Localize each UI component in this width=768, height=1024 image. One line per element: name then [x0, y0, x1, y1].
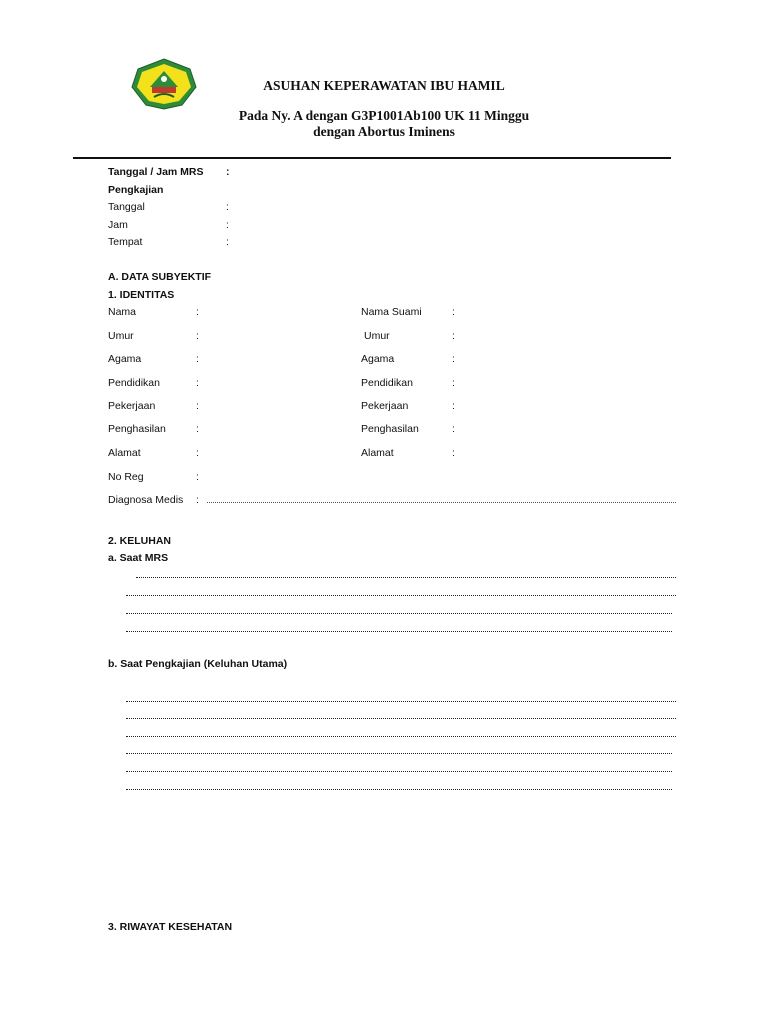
penghasilan-label: Penghasilan — [108, 423, 166, 435]
diagnosa-fill-line[interactable] — [207, 502, 676, 503]
alamat-suami-label: Alamat — [361, 447, 394, 459]
data-subyektif-heading: A. DATA SUBYEKTIF — [108, 271, 212, 283]
colon: : — [196, 330, 199, 342]
colon: : — [226, 236, 229, 248]
riwayat-kesehatan-heading: 3. RIWAYAT KESEHATAN — [108, 921, 233, 933]
keluhan-utama-line[interactable] — [126, 771, 672, 772]
colon: : — [452, 353, 455, 365]
agama-label: Agama — [108, 353, 142, 365]
keluhan-utama-line[interactable] — [126, 736, 676, 737]
tanggal-label: Tanggal — [108, 201, 145, 213]
colon: : — [452, 400, 455, 412]
colon: : — [196, 494, 199, 506]
umur-label: Umur — [108, 330, 134, 342]
saat-mrs-line[interactable] — [126, 613, 672, 614]
saat-mrs-line[interactable] — [136, 577, 676, 578]
colon: : — [226, 219, 229, 231]
header-divider — [73, 157, 671, 159]
saat-mrs-line[interactable] — [126, 631, 672, 632]
nama-label: Nama — [108, 306, 137, 318]
agama-suami-label: Agama — [361, 353, 395, 365]
pendidikan-suami-label: Pendidikan — [361, 377, 413, 389]
colon: : — [226, 201, 229, 213]
saat-pengkajian-label: b. Saat Pengkajian (Keluhan Utama) — [108, 658, 288, 670]
keluhan-utama-line[interactable] — [126, 718, 676, 719]
colon: : — [196, 377, 199, 389]
document-title: ASUHAN KEPERAWATAN IBU HAMIL — [263, 78, 505, 93]
saat-mrs-line[interactable] — [126, 595, 676, 596]
colon: : — [452, 330, 455, 342]
pengkajian-heading: Pengkajian — [108, 184, 164, 196]
colon: : — [452, 377, 455, 389]
keluhan-utama-line[interactable] — [126, 753, 672, 754]
penghasilan-suami-label: Penghasilan — [361, 423, 419, 435]
colon: : — [196, 400, 199, 412]
colon: : — [452, 423, 455, 435]
colon: : — [196, 447, 199, 459]
alamat-label: Alamat — [108, 447, 141, 459]
colon: : — [196, 471, 199, 483]
document-subtitle-line1: Pada Ny. A dengan G3P1001Ab100 UK 11 Minggu — [238, 108, 530, 123]
pekerjaan-label: Pekerjaan — [108, 400, 156, 412]
saat-mrs-label: a. Saat MRS — [108, 552, 169, 564]
colon: : — [196, 423, 199, 435]
keluhan-utama-line[interactable] — [126, 701, 676, 702]
no-reg-label: No Reg — [108, 471, 144, 483]
colon: : — [452, 306, 455, 318]
colon: : — [196, 306, 199, 318]
identitas-heading: 1. IDENTITAS — [108, 289, 175, 301]
document-subtitle-line2: dengan Abortus Iminens — [313, 124, 455, 139]
pendidikan-label: Pendidikan — [108, 377, 160, 389]
diagnosa-medis-label: Diagnosa Medis — [108, 494, 184, 506]
tempat-label: Tempat — [108, 236, 143, 248]
pekerjaan-suami-label: Pekerjaan — [361, 400, 409, 412]
tanggal-jam-mrs-label: Tanggal / Jam MRS — [108, 166, 204, 178]
nama-suami-label: Nama Suami — [361, 306, 422, 318]
umur-suami-label: Umur — [364, 330, 390, 342]
jam-label: Jam — [108, 219, 128, 231]
keluhan-heading: 2. KELUHAN — [108, 535, 172, 547]
keluhan-utama-line[interactable] — [126, 789, 672, 790]
colon: : — [196, 353, 199, 365]
colon: : — [452, 447, 455, 459]
colon: : — [226, 166, 230, 178]
